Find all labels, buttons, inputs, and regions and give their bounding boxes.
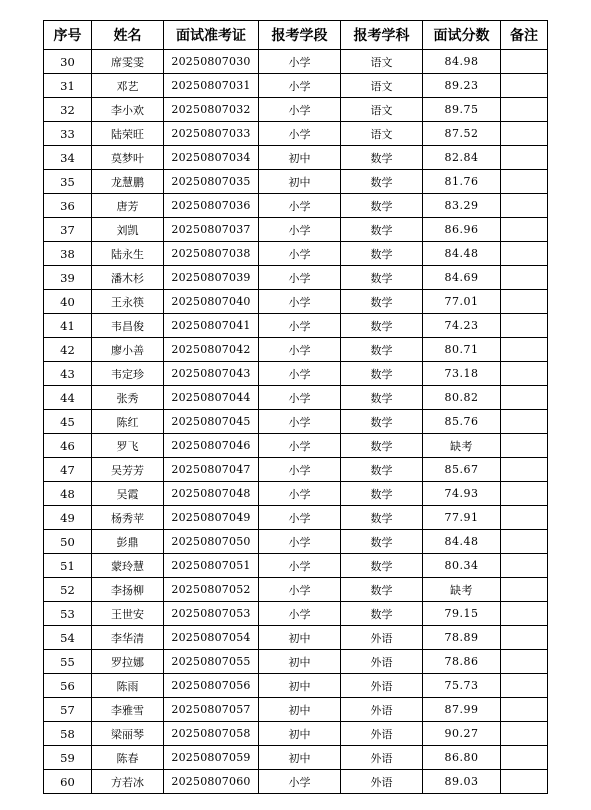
cell-remarks — [501, 722, 548, 746]
cell-remarks — [501, 578, 548, 602]
cell-remarks — [501, 650, 548, 674]
cell-index: 52 — [44, 578, 92, 602]
cell-name: 李华清 — [92, 626, 164, 650]
cell-subject: 数学 — [341, 602, 423, 626]
cell-remarks — [501, 434, 548, 458]
cell-index: 59 — [44, 746, 92, 770]
cell-remarks — [501, 362, 548, 386]
cell-score: 79.15 — [423, 602, 501, 626]
score-table — [43, 20, 548, 794]
table-row — [44, 98, 548, 122]
table-row — [44, 146, 548, 170]
table-row — [44, 122, 548, 146]
cell-stage: 初中 — [259, 170, 341, 194]
table-row — [44, 698, 548, 722]
cell-index: 31 — [44, 74, 92, 98]
cell-ticket-number: 20250807037 — [164, 218, 259, 242]
cell-name: 韦定珍 — [92, 362, 164, 386]
cell-score: 78.86 — [423, 650, 501, 674]
cell-remarks — [501, 458, 548, 482]
cell-name: 李扬柳 — [92, 578, 164, 602]
cell-subject: 数学 — [341, 434, 423, 458]
cell-ticket-number: 20250807053 — [164, 602, 259, 626]
cell-ticket-number: 20250807051 — [164, 554, 259, 578]
table-body — [44, 50, 548, 794]
cell-stage: 初中 — [259, 722, 341, 746]
cell-ticket-number: 20250807046 — [164, 434, 259, 458]
table-row — [44, 434, 548, 458]
table-header-row — [44, 21, 548, 50]
cell-remarks — [501, 98, 548, 122]
cell-stage: 小学 — [259, 530, 341, 554]
cell-score: 84.98 — [423, 50, 501, 74]
cell-ticket-number: 20250807060 — [164, 770, 259, 794]
table-row — [44, 74, 548, 98]
cell-ticket-number: 20250807048 — [164, 482, 259, 506]
cell-index: 46 — [44, 434, 92, 458]
cell-score: 89.03 — [423, 770, 501, 794]
table-row — [44, 746, 548, 770]
cell-index: 39 — [44, 266, 92, 290]
cell-index: 35 — [44, 170, 92, 194]
cell-remarks — [501, 218, 548, 242]
table-row — [44, 290, 548, 314]
cell-stage: 小学 — [259, 290, 341, 314]
cell-name: 吴芳芳 — [92, 458, 164, 482]
cell-stage: 小学 — [259, 386, 341, 410]
header-remarks: 备注 — [501, 21, 548, 50]
cell-ticket-number: 20250807032 — [164, 98, 259, 122]
cell-subject: 外语 — [341, 770, 423, 794]
cell-stage: 小学 — [259, 506, 341, 530]
cell-subject: 语文 — [341, 74, 423, 98]
table-row — [44, 194, 548, 218]
cell-name: 邓艺 — [92, 74, 164, 98]
cell-subject: 外语 — [341, 674, 423, 698]
cell-score: 84.48 — [423, 530, 501, 554]
cell-score: 缺考 — [423, 434, 501, 458]
cell-name: 杨秀苹 — [92, 506, 164, 530]
document-page — [43, 20, 548, 794]
cell-remarks — [501, 74, 548, 98]
cell-score: 81.76 — [423, 170, 501, 194]
cell-score: 90.27 — [423, 722, 501, 746]
cell-index: 30 — [44, 50, 92, 74]
table-row — [44, 578, 548, 602]
cell-ticket-number: 20250807035 — [164, 170, 259, 194]
cell-stage: 小学 — [259, 482, 341, 506]
cell-name: 张秀 — [92, 386, 164, 410]
cell-score: 86.80 — [423, 746, 501, 770]
cell-name: 陈雨 — [92, 674, 164, 698]
cell-stage: 初中 — [259, 650, 341, 674]
cell-stage: 初中 — [259, 146, 341, 170]
cell-subject: 数学 — [341, 290, 423, 314]
cell-index: 42 — [44, 338, 92, 362]
cell-ticket-number: 20250807042 — [164, 338, 259, 362]
cell-score: 87.99 — [423, 698, 501, 722]
cell-name: 席雯雯 — [92, 50, 164, 74]
table-row — [44, 674, 548, 698]
cell-ticket-number: 20250807031 — [164, 74, 259, 98]
cell-subject: 数学 — [341, 578, 423, 602]
header-score: 面试分数 — [423, 21, 501, 50]
cell-remarks — [501, 242, 548, 266]
cell-subject: 外语 — [341, 626, 423, 650]
cell-index: 37 — [44, 218, 92, 242]
cell-score: 74.23 — [423, 314, 501, 338]
cell-index: 45 — [44, 410, 92, 434]
cell-score: 87.52 — [423, 122, 501, 146]
cell-ticket-number: 20250807052 — [164, 578, 259, 602]
cell-index: 57 — [44, 698, 92, 722]
cell-remarks — [501, 770, 548, 794]
cell-name: 韦昌俊 — [92, 314, 164, 338]
cell-remarks — [501, 602, 548, 626]
cell-name: 罗拉娜 — [92, 650, 164, 674]
table-row — [44, 170, 548, 194]
cell-ticket-number: 20250807059 — [164, 746, 259, 770]
cell-name: 蒙玲慧 — [92, 554, 164, 578]
header-name: 姓名 — [92, 21, 164, 50]
cell-name: 罗飞 — [92, 434, 164, 458]
cell-stage: 小学 — [259, 458, 341, 482]
table-row — [44, 266, 548, 290]
cell-remarks — [501, 266, 548, 290]
table-row — [44, 386, 548, 410]
cell-index: 33 — [44, 122, 92, 146]
cell-index: 50 — [44, 530, 92, 554]
cell-stage: 小学 — [259, 602, 341, 626]
cell-score: 80.34 — [423, 554, 501, 578]
cell-ticket-number: 20250807047 — [164, 458, 259, 482]
cell-index: 53 — [44, 602, 92, 626]
cell-subject: 数学 — [341, 386, 423, 410]
table-row — [44, 506, 548, 530]
cell-name: 陈春 — [92, 746, 164, 770]
table-row — [44, 722, 548, 746]
cell-remarks — [501, 50, 548, 74]
cell-name: 李雅雪 — [92, 698, 164, 722]
header-ticket-number: 面试准考证 — [164, 21, 259, 50]
cell-stage: 小学 — [259, 266, 341, 290]
cell-score: 89.23 — [423, 74, 501, 98]
cell-subject: 外语 — [341, 698, 423, 722]
table-row — [44, 626, 548, 650]
cell-remarks — [501, 506, 548, 530]
cell-remarks — [501, 482, 548, 506]
cell-name: 王永筷 — [92, 290, 164, 314]
cell-name: 刘凯 — [92, 218, 164, 242]
table-row — [44, 770, 548, 794]
cell-index: 58 — [44, 722, 92, 746]
cell-ticket-number: 20250807036 — [164, 194, 259, 218]
cell-subject: 数学 — [341, 362, 423, 386]
cell-index: 34 — [44, 146, 92, 170]
cell-stage: 初中 — [259, 746, 341, 770]
cell-score: 84.69 — [423, 266, 501, 290]
cell-remarks — [501, 146, 548, 170]
cell-score: 85.76 — [423, 410, 501, 434]
cell-index: 43 — [44, 362, 92, 386]
cell-score: 77.01 — [423, 290, 501, 314]
cell-index: 41 — [44, 314, 92, 338]
cell-score: 78.89 — [423, 626, 501, 650]
table-row — [44, 338, 548, 362]
cell-remarks — [501, 170, 548, 194]
table-row — [44, 362, 548, 386]
cell-remarks — [501, 290, 548, 314]
cell-stage: 小学 — [259, 194, 341, 218]
cell-subject: 数学 — [341, 170, 423, 194]
cell-remarks — [501, 746, 548, 770]
cell-stage: 小学 — [259, 410, 341, 434]
cell-name: 吴霞 — [92, 482, 164, 506]
table-row — [44, 50, 548, 74]
cell-name: 龙慧鹏 — [92, 170, 164, 194]
cell-ticket-number: 20250807055 — [164, 650, 259, 674]
cell-stage: 小学 — [259, 434, 341, 458]
cell-stage: 小学 — [259, 578, 341, 602]
cell-stage: 小学 — [259, 218, 341, 242]
cell-stage: 初中 — [259, 674, 341, 698]
cell-ticket-number: 20250807040 — [164, 290, 259, 314]
cell-score: 89.75 — [423, 98, 501, 122]
cell-remarks — [501, 698, 548, 722]
cell-score: 77.91 — [423, 506, 501, 530]
cell-subject: 数学 — [341, 482, 423, 506]
cell-ticket-number: 20250807033 — [164, 122, 259, 146]
cell-name: 李小欢 — [92, 98, 164, 122]
cell-name: 陆永生 — [92, 242, 164, 266]
cell-ticket-number: 20250807049 — [164, 506, 259, 530]
cell-score: 缺考 — [423, 578, 501, 602]
cell-index: 56 — [44, 674, 92, 698]
cell-score: 85.67 — [423, 458, 501, 482]
cell-score: 86.96 — [423, 218, 501, 242]
table-row — [44, 218, 548, 242]
cell-name: 潘木杉 — [92, 266, 164, 290]
cell-stage: 小学 — [259, 98, 341, 122]
cell-name: 王世安 — [92, 602, 164, 626]
header-index: 序号 — [44, 21, 92, 50]
cell-subject: 数学 — [341, 530, 423, 554]
cell-stage: 小学 — [259, 338, 341, 362]
cell-score: 75.73 — [423, 674, 501, 698]
cell-ticket-number: 20250807030 — [164, 50, 259, 74]
cell-stage: 小学 — [259, 554, 341, 578]
cell-score: 80.82 — [423, 386, 501, 410]
cell-subject: 数学 — [341, 242, 423, 266]
cell-subject: 外语 — [341, 746, 423, 770]
cell-score: 83.29 — [423, 194, 501, 218]
cell-remarks — [501, 122, 548, 146]
cell-name: 廖小善 — [92, 338, 164, 362]
cell-subject: 数学 — [341, 410, 423, 434]
header-subject: 报考学科 — [341, 21, 423, 50]
cell-ticket-number: 20250807041 — [164, 314, 259, 338]
cell-score: 73.18 — [423, 362, 501, 386]
cell-name: 唐芳 — [92, 194, 164, 218]
cell-remarks — [501, 674, 548, 698]
cell-remarks — [501, 554, 548, 578]
cell-remarks — [501, 338, 548, 362]
cell-ticket-number: 20250807038 — [164, 242, 259, 266]
cell-index: 32 — [44, 98, 92, 122]
cell-ticket-number: 20250807043 — [164, 362, 259, 386]
cell-index: 49 — [44, 506, 92, 530]
cell-index: 36 — [44, 194, 92, 218]
cell-ticket-number: 20250807045 — [164, 410, 259, 434]
cell-index: 60 — [44, 770, 92, 794]
cell-subject: 语文 — [341, 98, 423, 122]
table-row — [44, 410, 548, 434]
cell-ticket-number: 20250807054 — [164, 626, 259, 650]
table-row — [44, 314, 548, 338]
cell-score: 84.48 — [423, 242, 501, 266]
cell-ticket-number: 20250807034 — [164, 146, 259, 170]
cell-stage: 初中 — [259, 626, 341, 650]
cell-index: 40 — [44, 290, 92, 314]
cell-subject: 语文 — [341, 50, 423, 74]
table-row — [44, 554, 548, 578]
table-row — [44, 602, 548, 626]
cell-subject: 数学 — [341, 338, 423, 362]
cell-stage: 小学 — [259, 74, 341, 98]
cell-subject: 数学 — [341, 266, 423, 290]
cell-remarks — [501, 386, 548, 410]
cell-subject: 外语 — [341, 722, 423, 746]
cell-index: 54 — [44, 626, 92, 650]
cell-ticket-number: 20250807050 — [164, 530, 259, 554]
cell-name: 莫梦叶 — [92, 146, 164, 170]
cell-score: 74.93 — [423, 482, 501, 506]
cell-stage: 小学 — [259, 50, 341, 74]
cell-name: 方若冰 — [92, 770, 164, 794]
cell-stage: 初中 — [259, 698, 341, 722]
cell-stage: 小学 — [259, 362, 341, 386]
cell-stage: 小学 — [259, 242, 341, 266]
table-row — [44, 458, 548, 482]
cell-score: 82.84 — [423, 146, 501, 170]
cell-name: 陈红 — [92, 410, 164, 434]
cell-ticket-number: 20250807056 — [164, 674, 259, 698]
cell-remarks — [501, 314, 548, 338]
cell-subject: 外语 — [341, 650, 423, 674]
table-row — [44, 650, 548, 674]
cell-subject: 数学 — [341, 146, 423, 170]
cell-remarks — [501, 530, 548, 554]
cell-subject: 数学 — [341, 194, 423, 218]
cell-score: 80.71 — [423, 338, 501, 362]
cell-index: 55 — [44, 650, 92, 674]
table-row — [44, 242, 548, 266]
cell-name: 彭鼎 — [92, 530, 164, 554]
cell-subject: 数学 — [341, 554, 423, 578]
cell-index: 47 — [44, 458, 92, 482]
cell-index: 48 — [44, 482, 92, 506]
header-stage: 报考学段 — [259, 21, 341, 50]
cell-index: 44 — [44, 386, 92, 410]
cell-ticket-number: 20250807058 — [164, 722, 259, 746]
cell-subject: 数学 — [341, 506, 423, 530]
cell-stage: 小学 — [259, 770, 341, 794]
cell-subject: 数学 — [341, 458, 423, 482]
cell-ticket-number: 20250807057 — [164, 698, 259, 722]
table-row — [44, 530, 548, 554]
table-row — [44, 482, 548, 506]
cell-name: 陆荣旺 — [92, 122, 164, 146]
cell-index: 51 — [44, 554, 92, 578]
cell-stage: 小学 — [259, 122, 341, 146]
cell-remarks — [501, 626, 548, 650]
cell-remarks — [501, 194, 548, 218]
cell-subject: 数学 — [341, 218, 423, 242]
cell-subject: 语文 — [341, 122, 423, 146]
cell-remarks — [501, 410, 548, 434]
cell-stage: 小学 — [259, 314, 341, 338]
cell-ticket-number: 20250807039 — [164, 266, 259, 290]
cell-index: 38 — [44, 242, 92, 266]
cell-subject: 数学 — [341, 314, 423, 338]
cell-ticket-number: 20250807044 — [164, 386, 259, 410]
cell-name: 梁丽琴 — [92, 722, 164, 746]
